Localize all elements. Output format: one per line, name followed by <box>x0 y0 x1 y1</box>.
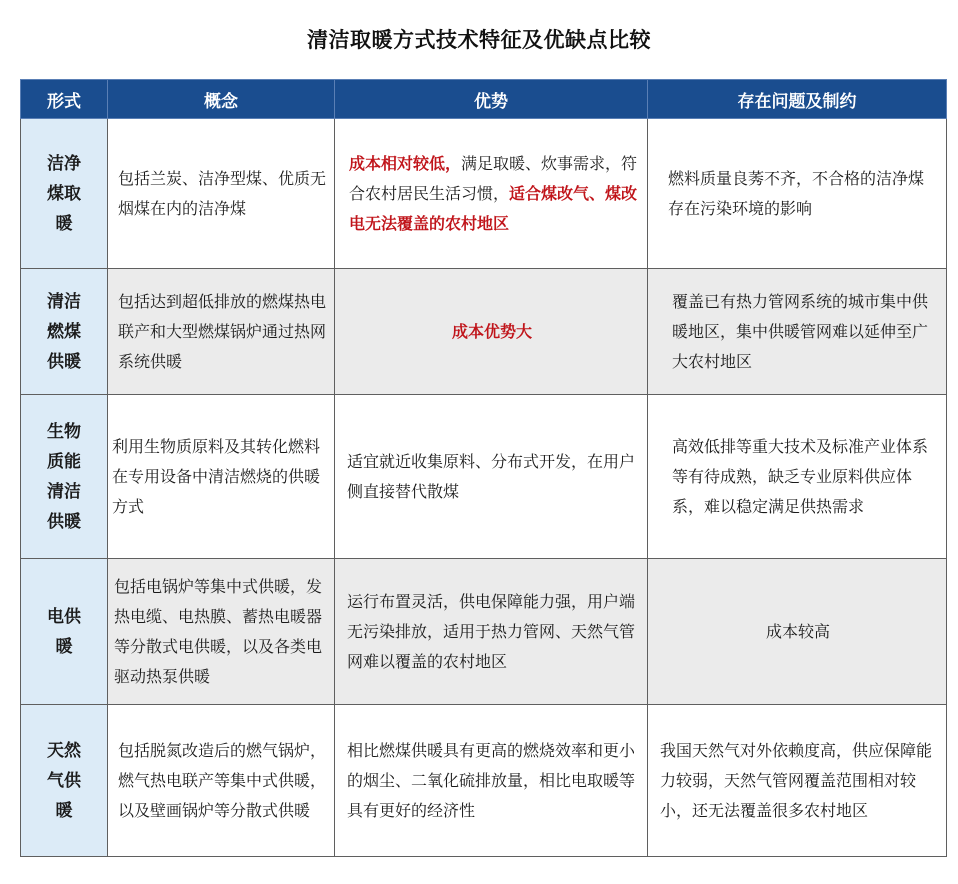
table-row <box>21 119 947 269</box>
row-concept: 包括电锅炉等集中式供暖，发热电缆、电热膜、蓄热电暖器等分散式电供暖，以及各类电驱动热泵供暖 <box>108 559 335 705</box>
row-form-label: 电供暖 <box>21 559 108 705</box>
row-advantage <box>335 119 648 269</box>
row-advantage: 运行布置灵活，供电保障能力强，用户端无污染排放，适用于热力管网、天然气管网难以覆盖的农村地区 <box>335 559 648 705</box>
row-advantage: 相比燃煤供暖具有更高的燃烧效率和更小的烟尘、二氧化硫排放量，相比电取暖等具有更好的经济性 <box>335 705 648 857</box>
header-form: 形式 <box>21 80 108 119</box>
header-concept: 概念 <box>108 80 335 119</box>
advantage-highlight: 成本优势大 <box>451 321 532 341</box>
header-row <box>21 80 947 119</box>
row-advantage: 适宜就近收集原料、分布式开发，在用户侧直接替代散煤 <box>335 395 648 559</box>
page-title: 清洁取暖方式技术特征及优缺点比较 <box>307 28 651 52</box>
table-row <box>21 269 947 395</box>
advantage-highlight: 成本相对较低， <box>349 153 462 173</box>
advantage-highlight: 适合煤改气、煤改电无法覆盖的农村地区 <box>349 183 638 233</box>
row-problem: 高效低排等重大技术及标准产业体系等有待成熟，缺乏专业原料供应体系，难以稳定满足供热需求 <box>648 395 947 559</box>
header-problem: 存在问题及制约 <box>648 80 947 119</box>
table-row <box>21 705 947 857</box>
row-form-label: 清洁燃煤供暖 <box>21 269 108 395</box>
row-problem: 成本较高 <box>648 559 947 705</box>
row-concept: 包括脱氮改造后的燃气锅炉，燃气热电联产等集中式供暖，以及壁画锅炉等分散式供暖 <box>108 705 335 857</box>
row-problem: 燃料质量良莠不齐，不合格的洁净煤存在污染环境的影响 <box>648 119 947 269</box>
row-advantage <box>335 269 648 395</box>
row-problem: 覆盖已有热力管网系统的城市集中供暖地区，集中供暖管网难以延伸至广大农村地区 <box>648 269 947 395</box>
advantage-text: 满足取暖、炊事需求，符合农村居民生活习惯， <box>349 153 638 203</box>
table-row <box>21 395 947 559</box>
comparison-table <box>20 79 947 857</box>
row-concept: 包括达到超低排放的燃煤热电联产和大型燃煤锅炉通过热网系统供暖 <box>108 269 335 395</box>
row-problem: 我国天然气对外依赖度高，供应保障能力较弱，天然气管网覆盖范围相对较小，还无法覆盖很多农村地区 <box>648 705 947 857</box>
row-form-label: 生物质能清洁供暖 <box>21 395 108 559</box>
row-concept: 包括兰炭、洁净型煤、优质无烟煤在内的洁净煤 <box>108 119 335 269</box>
table-row <box>21 559 947 705</box>
row-form-label: 天然气供暖 <box>21 705 108 857</box>
row-concept: 利用生物质原料及其转化燃料在专用设备中清洁燃烧的供暖方式 <box>108 395 335 559</box>
row-form-label: 洁净煤取暖 <box>21 119 108 269</box>
header-advantage: 优势 <box>335 80 648 119</box>
